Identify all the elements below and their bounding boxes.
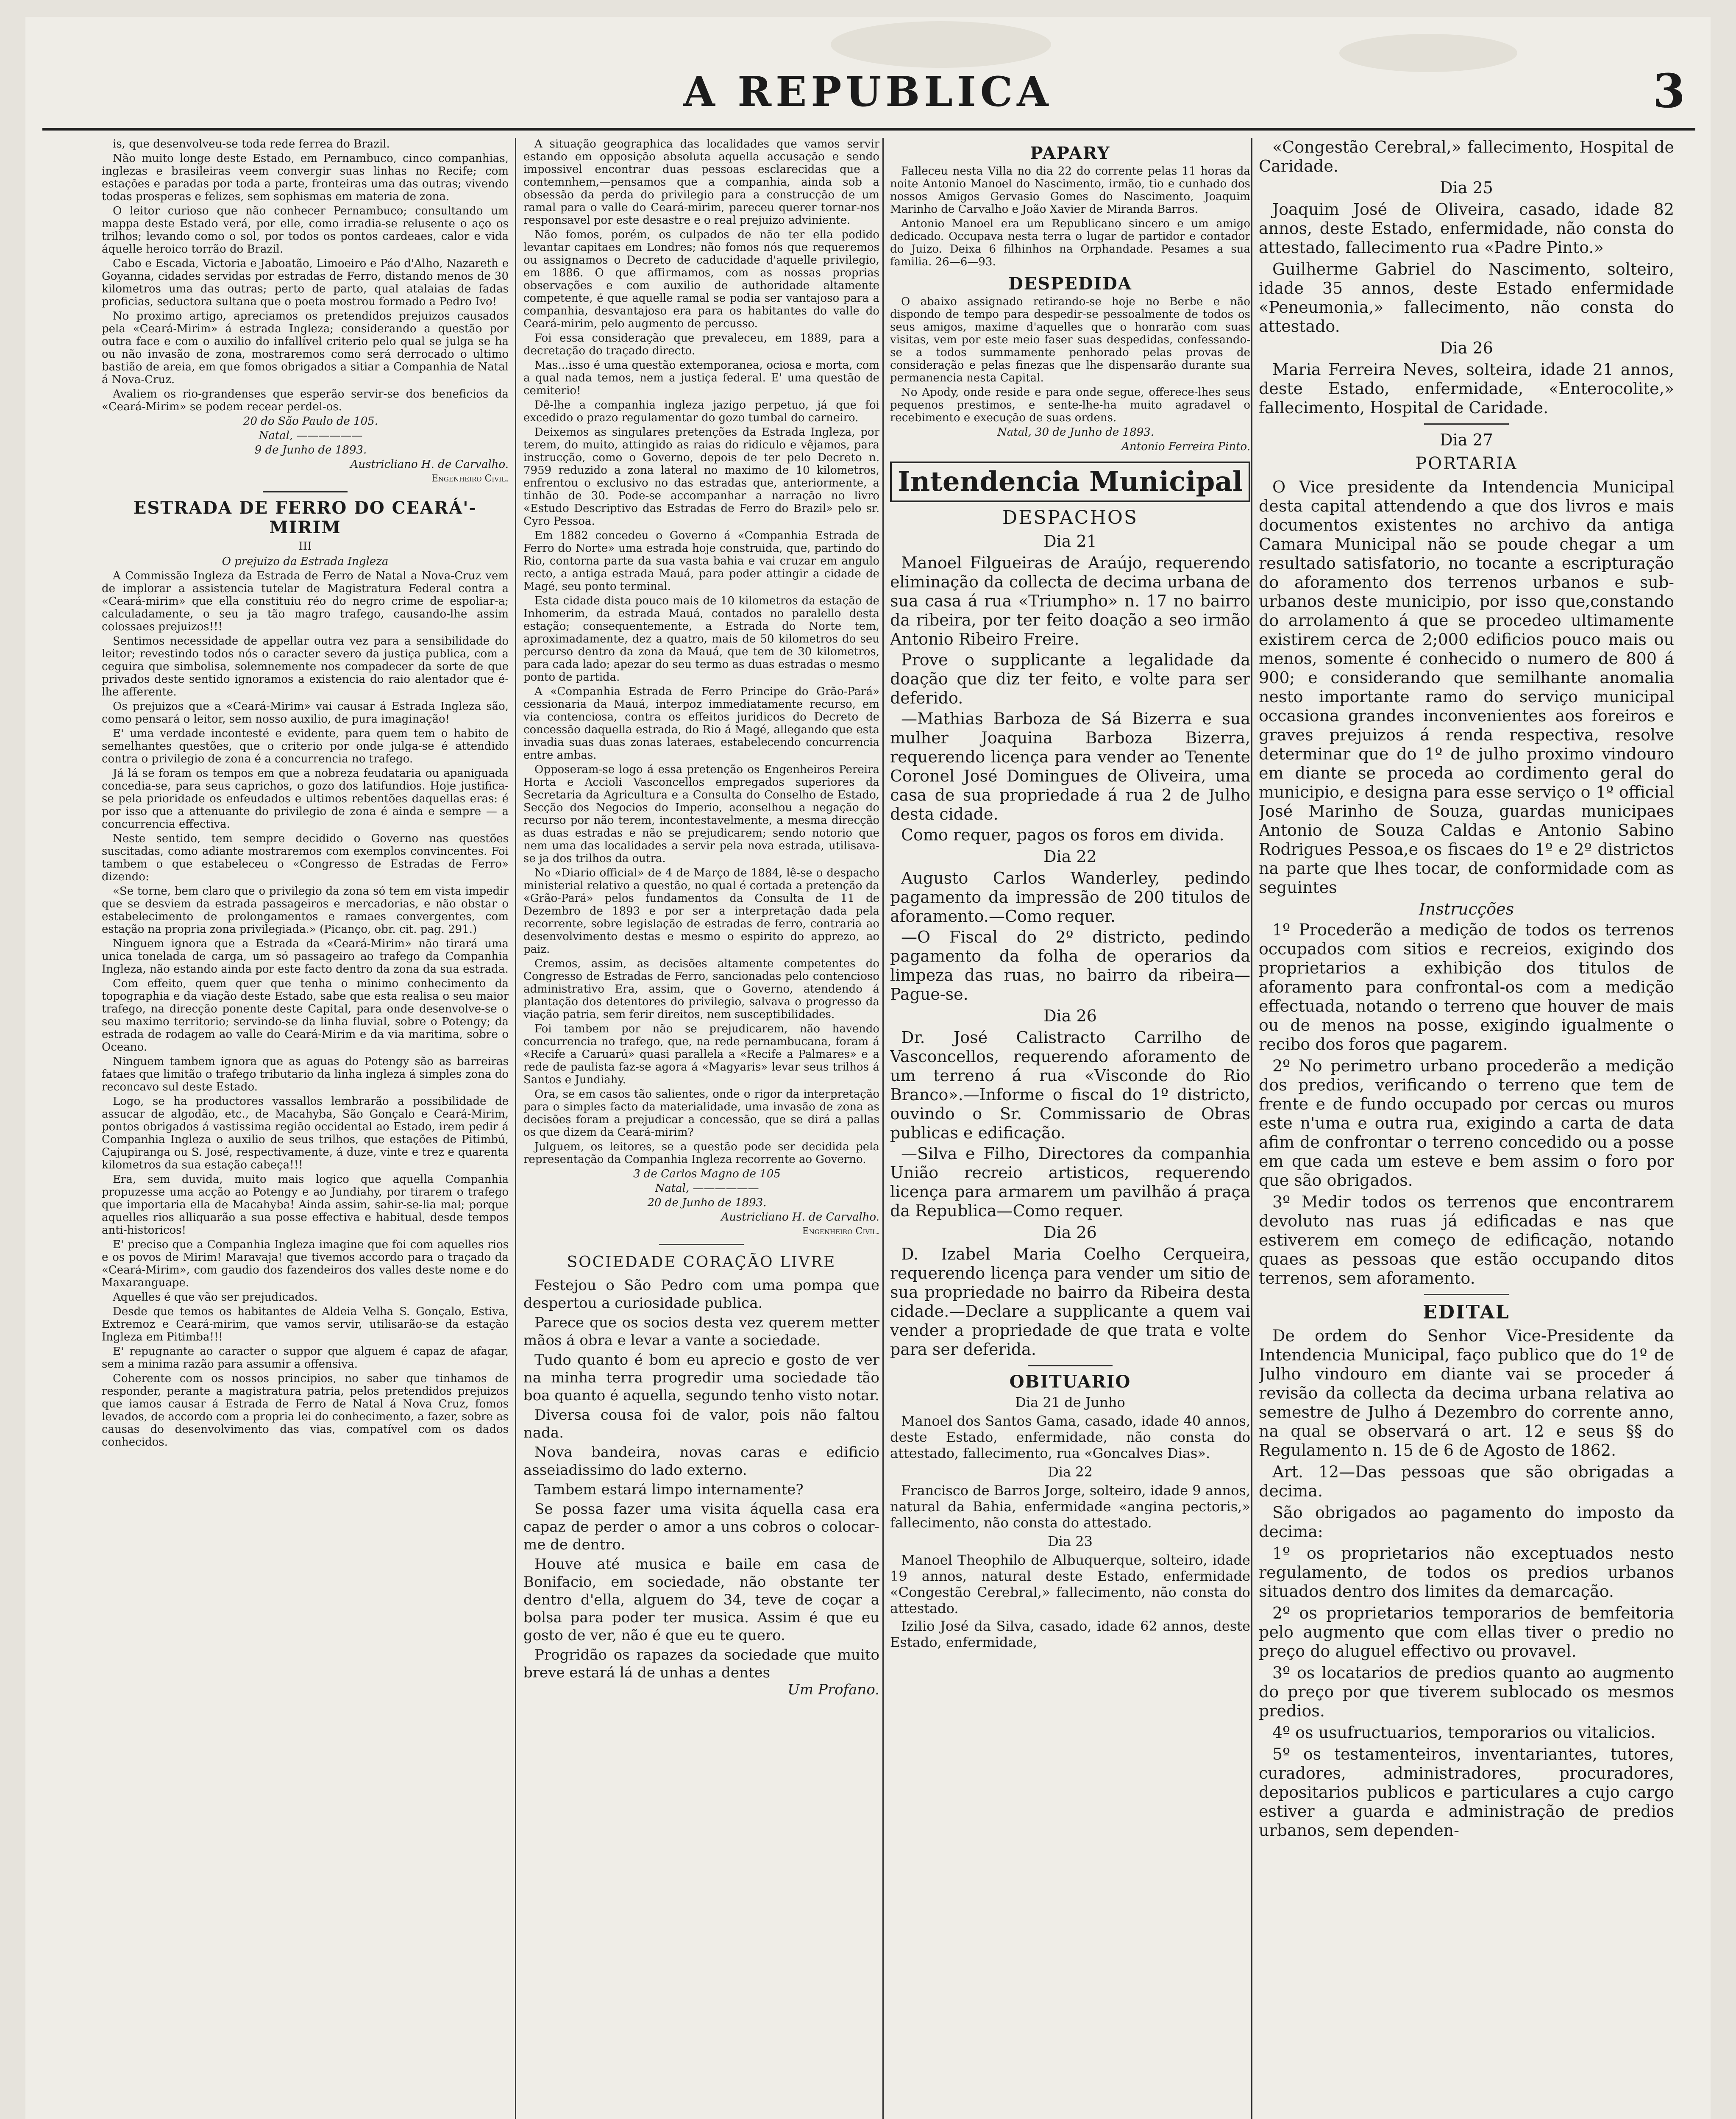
paragraph: Esta cidade dista pouco mais de 10 kilometros da estação de Inhomerim, da estrada Mauá, contados no paralello desta estação; consequentemente, a Estrada do Norte tem, aproximadamente, dez a quatro, mais de 50 kilometros do seu percurso dentro da zona da Mauá, que tem de 30 kilometros, para cada lado; apezar do seu termo as duas estradas o mesmo ponto de partida. <box>523 595 879 684</box>
paragraph: Com effeito, quem quer que tenha o minimo conhecimento da topographia e da viação deste Estado, sabe que esta realisa o seu maior trafego, na direcção ponente deste Capital, para onde desenvolve-se o seu maximo territorio; servindo-se da linha fluvial, sobre o Potengy; da estrada de rodagem ao valle do Ceará-Mirim e da via maritima, sobre o Oceano. <box>102 977 509 1054</box>
obituary-entry: Maria Ferreira Neves, solteira, idade 21 annos, deste Estado, enfermidade, «Enterocolite,» fallecimento, Hospital de Caridade. <box>1259 360 1674 417</box>
paragraph: Foi tambem por não se prejudicarem, não havendo concurrencia no trafego, que, na rede pernambucana, foram á «Recife a Caruarú» quasi parallela a «Recife a Palmares» e a rede de paulista faz-se agora á «Magyaris» levar seus trilhos á Santos e Jundiahy. <box>523 1023 879 1086</box>
despachos-day-21 <box>890 553 1250 845</box>
day-heading: Dia 21 <box>1043 532 1097 551</box>
paragraph: Tambem estará limpo internamente? <box>534 1481 804 1498</box>
place-date: 3 de Carlos Magno de 105 <box>633 1168 781 1180</box>
paragraph: Sentimos necessidade de appellar outra vez para a sensibilidade do leitor; revestindo todos nós o caracter severo da justiça publica, com a ceguira que simbolisa, solemnemente nos compadecer da sorte de que privados deste sentido ignoramos a existencia do raio alentador que é-lhe afferente. <box>102 635 509 698</box>
paragraph: Falleceu nesta Villa no dia 22 do corrente pelas 11 horas da noite Antonio Manoel do Nascimento, irmão, tio e cunhado dos nossos Amigos Gervasio Gomes do Nascimento, Joaquim Marinho de Carvalho e João Xavier de Miranda Barros. <box>890 165 1250 216</box>
paragraph: No proximo artigo, apreciamos os pretendidos prejuizos causados pela «Ceará-Mirim» á estrada Ingleza; considerando a questão por outra face e com o auxilio do infallível criterio pelo qual se julga se ha ou não invasão de zona, mostraremos como será derrocado o ultimo bastião de areia, em que fomos obrigados a sitiar a Companhia de Natal á Nova-Cruz. <box>102 310 509 386</box>
article-title: ESTRADA DE FERRO DO CEARÁ'-MIRIM <box>133 498 477 537</box>
paragraph: Progridão os rapazes da sociedade que muito breve estará lá de unhas a dentes <box>523 1646 879 1681</box>
obituary-continuation: «Congestão Cerebral,» fallecimento, Hospital de Caridade. <box>1259 138 1674 175</box>
natal-line: Natal, —————— <box>259 429 363 442</box>
paragraph: 2º os proprietarios temporarios de bemfeitoria pelo augmento que com ellas tiver o predio no preço do aluguel effectivo ou provavel. <box>1259 1604 1674 1660</box>
paragraph: Cabo e Escada, Victoria e Jaboatão, Limoeiro e Páo d'Alho, Nazareth e Goyanna, cidades servidas por estradas de Ferro, distando menos de 30 kilometros uma das outras; perto de parto, qual atalaias de fadas proficias, seductora sultana que o poeta mostrou formado a Pedro Ivo! <box>102 257 509 308</box>
paragraph: Augusto Carlos Wanderley, pedindo pagamento da impressão de 200 titulos de aforamento.—Como requer. <box>890 869 1250 926</box>
despachos-day-26 <box>890 1028 1250 1221</box>
paragraph: Festejou o São Pedro com uma pompa que despertou a curiosidade publica. <box>523 1277 879 1312</box>
edital-title: EDITAL <box>1423 1301 1510 1323</box>
obituary-entry: Izilio José da Silva, casado, idade 62 annos, deste Estado, enfermidade, <box>890 1618 1250 1650</box>
day-heading: Dia 26 <box>1043 1223 1097 1242</box>
paragraph: Ora, se em casos tão salientes, onde o rigor da interpretação para o simples facto da materialidade, uma invasão de zona as decisões foram a prejudicar a concessão, que se dirá a pallas os que dizem da Ceará-mirim? <box>523 1088 879 1139</box>
paragraph: Se possa fazer uma visita áquella casa era capaz de perder o amor a uns cobros o colocar-me de dentro. <box>523 1501 879 1553</box>
divider <box>1424 423 1509 425</box>
paragraph: Era, sem duvida, muito mais logico que aquella Companhia propuzesse uma acção ao Potengy e ao Jundiahy, por tirarem o trafego que importaria ella de Macahyba! Ainda assim, sahir-se-lia mal; porque aquelles rios alliquarão a sua posse effectiva e habitual, desde tempos anti-historicos! <box>102 1173 509 1237</box>
society-signature: Um Profano. <box>787 1681 879 1698</box>
paragraph: Tudo quanto é bom eu aprecio e gosto de ver na minha terra progredir uma sociedade tão boa quanto é aquella, segundo tenho visto notar. <box>523 1351 879 1404</box>
paragraph: O abaixo assignado retirando-se hoje no Berbe e não dispondo de tempo para despedir-se pessoalmente de todos os seus amigos, maxime d'aquelles que o honrarão com suas visitas, vem por este meio faser suas despedidas, confessando-se a todos summamente penhorado pelas provas de consideração e pelas finezas que lhe dispensarão durante sua permanencia nesta Capital. <box>890 295 1250 384</box>
paragraph: is, que desenvolveu-se toda rede ferrea do Brazil. <box>113 138 390 150</box>
paragraph: Manoel Filgueiras de Araújo, requerendo eliminação da collecta de decima urbana de sua casa á rua «Triumpho» n. 17 no bairro da ribeira, por ter feito doação a seo irmão Antonio Ribeiro Freire. <box>890 553 1250 648</box>
paragraph: O leitor curioso que não conhecer Pernambuco; consultando um mappa deste Estado verá, por elle, como irradia-se relusente o aço os trilhos; levando como o sol, por todos os pontos cardeaes, calor e vida áquelle heroico torrão do Brazil. <box>102 205 509 256</box>
divider <box>659 1244 744 1245</box>
society-title: SOCIEDADE CORAÇÃO LIVRE <box>567 1254 836 1271</box>
paragraph: De ordem do Senhor Vice-Presidente da Intendencia Municipal, faço publico que do 1º de Julho vindouro em diante vai se proceder á revisão da collecta da decima urbana relativa ao semestre de Julho á Dezembro do corrente anno, na qual se observará o art. 12 e seus §§ do Regulamento n. 15 de 6 de Agosto de 1862. <box>1259 1326 1674 1460</box>
column-3 <box>890 138 1250 2119</box>
paragraph: Mas...isso é uma questão extemporanea, ociosa e morta, com a qual nada temos, nem a justiça federal. E' uma questão de cemiterio! <box>523 359 879 397</box>
article-body <box>102 570 509 1449</box>
paragraph: No Apody, onde reside e para onde segue, offerece-lhes seus pequenos prestimos, e sente-lhe-ha muito agradavel o recebimento e execução de suas ordens. <box>890 386 1250 424</box>
intendencia-title: Intendencia Municipal <box>890 462 1250 502</box>
paragraph: 4º os usufructuarios, temporarios ou vitalicios. <box>1272 1723 1656 1742</box>
author-title: Engenheiro Civil. <box>431 473 509 484</box>
paragraph: E' repugnante ao caracter o suppor que alguem é capaz de afagar, sem a minima razão para assumir a offensiva. <box>102 1345 509 1371</box>
paragraph: Diversa cousa foi de valor, pois não faltou nada. <box>523 1407 879 1441</box>
paragraph: Prove o supplicante a legalidade da doação que diz ter feito, e volte para ser deferido. <box>890 651 1250 707</box>
edital-body <box>1259 1326 1674 1840</box>
obituary-entry: Guilherme Gabriel do Nascimento, solteiro, idade 35 annos, deste Estado enfermidade «Peneumonia,» fallecimento, não consta do attestado. <box>1259 260 1674 336</box>
date-line: 20 de Junho de 1893. <box>647 1196 767 1209</box>
column-4 <box>1259 138 1674 2119</box>
header-rule <box>42 128 1695 131</box>
article-continuation <box>102 138 509 413</box>
papary-body <box>890 165 1250 268</box>
day-heading: Dia 23 <box>1048 1533 1093 1549</box>
paragraph: E' uma verdade incontesté e evidente, para quem tem o habito de semelhantes questões, que o criterio por onde julga-se é attendido contra o privilegio de zona é a concurrencia no trafego. <box>102 727 509 765</box>
article-body <box>523 138 879 1166</box>
day-heading: Dia 26 <box>1043 1007 1097 1025</box>
instrucoes-heading: Instrucções <box>1419 900 1514 918</box>
paragraph: Não muito longe deste Estado, em Pernambuco, cinco companhias, inglezas e brasileiras veem convergir suas linhas no Recife; com estações e paradas por toda a parte, fronteiras uma das outras; vivendo todas prosperas e felizes, sem sophismas em materia de zona. <box>102 152 509 203</box>
despachos-day-26b <box>890 1245 1250 1359</box>
despedida-title: DESPEDIDA <box>1008 274 1132 294</box>
author-signature: Austricliano H. de Carvalho. <box>350 458 509 471</box>
column-2 <box>523 138 879 2119</box>
obituario-title: OBITUARIO <box>1009 1372 1131 1392</box>
natal-line: Natal, —————— <box>655 1182 759 1195</box>
society-body <box>523 1276 879 1682</box>
article-subtitle: O prejuizo da Estrada Ingleza <box>222 555 389 568</box>
day-heading: Dia 22 <box>1048 1464 1093 1480</box>
column-divider <box>1251 138 1252 2119</box>
papary-title: PAPARY <box>1030 143 1110 163</box>
paragraph: A Commissão Ingleza da Estrada de Ferro de Natal a Nova-Cruz vem de implorar a assistencia tutelar de Magistratura Federal contra a «Ceará-mirim» que ella constituiu réo do negro crime de espoliar-a; calculadamente, o seu ja tão magro trafego, causando-lhe assim colossaes prejuizos!!! <box>102 570 509 633</box>
author-title: Engenheiro Civil. <box>802 1226 879 1237</box>
day-heading: Dia 22 <box>1043 847 1097 866</box>
place-date: 20 do São Paulo de 105. <box>243 415 378 428</box>
column-divider <box>882 138 884 2119</box>
newspaper-title: A REPUBLICA <box>683 68 1053 116</box>
despedida-body <box>890 295 1250 424</box>
paragraph: Os prejuizos que a «Ceará-Mirim» vai causar á Estrada Ingleza são, como pensará o leitor, sem nosso auxilio, de pura imaginação! <box>102 700 509 726</box>
paragraph: 1º os proprietarios não exceptuados nesto regulamento, de todos os predios urbanos situados dentro dos limites da demarcação. <box>1259 1544 1674 1601</box>
paragraph: Não fomos, porém, os culpados de não ter ella podido levantar capitaes em Londres; não fomos nós que requeremos ou assignamos o Decreto de caducidade d'aquelle privilegio, em 1886. O que affirmamos, com as nossas proprias observações e com auxilio de authoridade altamente competente, é que aquelle ramal se podia ser vantajoso para a companhia, desvantajoso era para os habitantes do valle do Ceará-mirim, pelo augmento de percusso. <box>523 228 879 330</box>
paragraph: «Se torne, bem claro que o privilegio da zona só tem em vista impedir que se desviem da estrada passageiros e mercadorias, e não obstar o estabelecimento de prolongamentos e ramaes convergentes, com estação na propria zona privilegiada.» (Picanço, obr. cit. pag. 291.) <box>102 885 509 936</box>
obituary-entry: Manoel Theophilo de Albuquerque, solteiro, idade 19 annos, natural deste Estado, enfermidade «Congestão Cerebral,» fallecimento, não consta do attestado. <box>890 1552 1250 1616</box>
paragraph: —Mathias Barboza de Sá Bizerra e sua mulher Joaquina Barboza Bizerra, requerendo licença para vender ao Tenente Coronel José Domingues de Oliveira, uma casa de sua propriedade á rua 2 de Julho desta cidade. <box>890 709 1250 823</box>
paragraph: A situação geographica das localidades que vamos servir estando em opposição absoluta aquella accusação e sendo impossivel encontrar duas pessoas esclarecidas que a contemnhem,—pensamos que a companhia, ainda sob a obsessão da perda do privilegio para a construcção de um ramal para o valle do Ceará-mirim, pareceu querer tornar-nos responsavel por este desastre e o real prejuizo adviniente. <box>523 138 879 227</box>
paragraph: 3º Medir todos os terrenos que encontrarem devoluto nas ruas já edificadas e nas que estiverem em começo de edificação, notando quaes as pessoas que estão occupando ditos terrenos, sem aforamento. <box>1259 1193 1674 1288</box>
paragraph: Desde que temos os habitantes de Aldeia Velha S. Gonçalo, Estiva, Extremoz e Ceará-mirim, que vamos servir, utilisarão-se da estação Ingleza em Pitimba!!! <box>102 1305 509 1343</box>
paragraph: 3º os locatarios de predios quanto ao augmento do preço por que tiverem sublocado os mesmos predios. <box>1259 1663 1674 1720</box>
paragraph: —Silva e Filho, Directores da companhia União recreio artisticos, requerendo licença para armarem um pavilhão á praça da Republica—Como requer. <box>890 1144 1250 1220</box>
paragraph: Logo, se ha productores vassallos lembrarão a possibilidade de assucar de algodão, etc., de Macahyba, São Gonçalo e Ceará-Mirim, pontos obrigados á vastissima região occidental ao Estado, irem pedir á Companhia Ingleza o auxilio de seus trilhos, que estações de Pitimbú, Cajupiranga ou S. José, respectivamente, á duze, vinte e trez e quarenta kilometros da sua estação cabeça!!! <box>102 1095 509 1171</box>
paragraph: Já lá se foram os tempos em que a nobreza feudataria ou apaniguada concedia-se, para seus caprichos, o gozo dos latifundios. Hoje justifica-se pela prioridade os enfeudados e ultimos rebentões daquellas eras: é por isso que a attenuante do privilegio de zona é ainda e sempre — a concurrencia effectiva. <box>102 767 509 831</box>
obituary-entry: Joaquim José de Oliveira, casado, idade 82 annos, deste Estado, enfermidade, não consta do attestado, fallecimento rua «Padre Pinto.» <box>1259 200 1674 257</box>
paragraph: —O Fiscal do 2º districto, pedindo pagamento da folha de operarios da limpeza das ruas, no bairro da ribeira—Pague-se. <box>890 928 1250 1004</box>
column-divider <box>515 138 516 2119</box>
instrucoes-list <box>1259 920 1674 1288</box>
day-heading: Dia 26 <box>1440 339 1493 357</box>
day-heading: Dia 21 de Junho <box>1015 1394 1125 1410</box>
despedida-signature: Antonio Ferreira Pinto. <box>1121 440 1250 453</box>
paragraph: A «Companhia Estrada de Ferro Principe do Grão-Pará» cessionaria da Mauá, interpoz immediatamente recurso, em via contenciosa, contra os effeitos juridicos do Decreto de concessão daquella estrada, do Rio á Magé, allegando que esta invadia suas duas zonas lateraes, estabelecendo concurrencia entre ambas. <box>523 685 879 762</box>
despachos-heading: DESPACHOS <box>1002 507 1138 528</box>
day-heading: Dia 27 <box>1440 431 1493 449</box>
paragraph: D. Izabel Maria Coelho Cerqueira, requerendo licença para vender um sitio de sua propriedade no bairro da Ribeira desta cidade.—Declare a supplicante a quem vai vender a propriedade de que trata e volte para ser deferida. <box>890 1245 1250 1359</box>
paragraph: Cremos, assim, as decisões altamente competentes do Congresso de Estradas de Ferro, sancionadas pelo contencioso administrativo Era, assim, que o Governo, atendendo á plantação dos detentores do privilegio, salvava o progresso da viação patria, sem ferir direitos, nem susceptibilidades. <box>523 957 879 1021</box>
divider <box>1424 1294 1509 1295</box>
obituary-entry: Francisco de Barros Jorge, solteiro, idade 9 annos, natural da Bahia, enfermidade «angina pectoris,» fallecimento, não consta do attestado. <box>890 1482 1250 1531</box>
paragraph: Antonio Manoel era um Republicano sincero e um amigo dedicado. Occupava nesta terra o lugar de partidor e contador do Juizo. Deixa 6 filhinhos na Orphandade. Pesames a sua familia. 26—6—93. <box>890 217 1250 268</box>
despedida-date: Natal, 30 de Junho de 1893. <box>997 426 1154 439</box>
day-heading: Dia 25 <box>1440 178 1493 197</box>
paragraph: Parece que os socios desta vez querem metter mãos á obra e levar a vante a sociedade. <box>523 1314 879 1349</box>
paragraph: Coherente com os nossos principios, no saber que tinhamos de responder, perante a magistratura patria, pelos pretendidos prejuizos que iamos causar á Estrada de Ferro de Natal á Nova Cruz, fomos levados, de accordo com a propria lei do conhecimento, a fazer, sobre as causas do desenvolvimento das vias, compatível com os dados conhecidos. <box>102 1372 509 1449</box>
portaria-body: O Vice presidente da Intendencia Municipal desta capital attendendo a que dos livros e mais documentos existentes no archivo da antiga Camara Municipal não se poude chegar a um resultado satisfatorio, no tocante a escripturação do aforamento dos terrenos urbanos e sub-urbanos deste municipio, por isso que,constando do arrolamento á que se procedeo ultimamente existirem cerca de 2;000 edificios pouco mais ou menos, somente é conhecido o numero de 800 á 900; e considerando que semilhante anomalia nesto importante ramo do serviço municipal occasiona grandes inconvenientes aos foreiros e graves prejuizos á renda respectiva, resolve determinar que do 1º de julho proximo vindouro em diante se proceda ao cordimento geral do municipio, e designa para esse serviço o 1º official José Marinho de Souza, guardas municipaes Antonio de Souza Caldas e Antonio Sabino Rodrigues Pessoa,e os fiscaes do 1º e 2º districtos na parte que lhes tocar, de conformidade com as seguintes <box>1259 478 1674 897</box>
author-signature: Austricliano H. de Carvalho. <box>721 1211 879 1224</box>
paragraph: Ninguem ignora que a Estrada da «Ceará-Mirim» não tirará uma unica tonelada de carga, um só passageiro ao trafego da Companhia Ingleza, não estando ainda por este facto dentro da zona da sua estrada. <box>102 937 509 976</box>
paragraph: Avaliem os rio-grandenses que esperão servir-se dos beneficios da «Ceará-Mirim» se podem recear perdel-os. <box>102 388 509 413</box>
paragraph: Julguem, os leitores, se a questão pode ser decidida pela representação da Companhia Ingleza recorrente ao Governo. <box>523 1140 879 1166</box>
divider <box>1028 1365 1113 1366</box>
newspaper-page <box>25 17 1711 2119</box>
column-1 <box>102 138 509 2119</box>
paragraph: E' preciso que a Companhia Ingleza imagine que foi com aquelles rios e os povos de Mirim! Maravaja! que tivemos accordo para o traçado da «Ceará-Mirim», com gaudio dos fazendeiros dos valles deste nome e do Maxaranguape. <box>102 1238 509 1289</box>
masthead <box>25 17 1711 118</box>
paragraph: Dê-lhe a companhia ingleza jazigo perpetuo, já que foi excedido o prazo regulamentar do gozo tumbal do carneiro. <box>523 399 879 424</box>
date-line: 9 de Junho de 1893. <box>254 444 367 456</box>
divider <box>263 491 348 492</box>
paragraph: Em 1882 concedeu o Governo á «Companhia Estrada de Ferro do Norte» uma estrada hoje construida, que, partindo do Rio, contorna parte da sua vasta bahia e vai cruzar em angulo recto, a antiga estrada Mauá, para poder attingir a cidade de Magé, seu ponto terminal. <box>523 529 879 593</box>
paragraph: Nova bandeira, novas caras e edificio asseiadissimo do lado externo. <box>523 1444 879 1479</box>
paragraph: Dr. José Calistracto Carrilho de Vasconcellos, requerendo aforamento de um terreno á rua «Visconde do Rio Branco».—Informe o fiscal do 1º districto, ouvindo o Sr. Commissario de Obras publicas e edificação. <box>890 1028 1250 1142</box>
paragraph: Deixemos as singulares pretenções da Estrada Ingleza, por terem, do muito, attingido as raias do ridiculo e vêjamos, para instrucção, como o Governo, depois de ter pelo Decreto n. 7959 reduzido a zona lateral no maximo de 10 kilometros, enfrentou o exclusivo no das estradas que, anteriormente, a tinhão de 30. Pode-se accompanhar a narração no livro «Estudo Descriptivo das Estradas de Ferro do Brazil» pelo sr. Cyro Pessoa. <box>523 426 879 528</box>
despachos-day-22 <box>890 869 1250 1004</box>
paragraph: Foi essa consideração que prevaleceu, em 1889, para a decretação do traçado directo. <box>523 332 879 357</box>
paragraph: Aquelles é que vão ser prejudicados. <box>113 1291 318 1304</box>
paragraph: São obrigados ao pagamento do imposto da decima: <box>1259 1503 1674 1541</box>
portaria-title: PORTARIA <box>1415 454 1518 473</box>
paragraph: Opposeram-se logo á essa pretenção os Engenheiros Pereira Horta e Accioli Vasconcellos empregados superiores da Secretaria da Agricultura e a Consulta do Conselho de Estado, Secção dos Negocios do Imperio, aconselhou a negação do recurso por não terem, incontestavelmente, a mesma direcção as duas estradas e não se prejudicarem; sendo notorio que nem uma das localidades a servir pela nova estrada, utilisava-se ja dos trilhos da outra. <box>523 763 879 865</box>
paragraph: 2º No perimetro urbano procederão a medição dos predios, verificando o terreno que tem de frente e de fundo occupado por cercas ou muros este n'uma e outra rua, exigindo a carta de data afim de confrontar o terreno concedido ou a posse em que cada um esteve e bem assim o foro por que são obrigados. <box>1259 1057 1674 1190</box>
article-part: III <box>298 540 312 553</box>
obituary-entry: Manoel dos Santos Gama, casado, idade 40 annos, deste Estado, enfermidade, não consta do attestado, fallecimento, rua «Goncalves Dias». <box>890 1413 1250 1461</box>
paragraph: Neste sentido, tem sempre decidido o Governo nas questões suscitadas, como adiante mostraremos com exemplos convincentes. Foi tambem o que estabeleceu o «Congresso de Estradas de Ferro» dizendo: <box>102 832 509 883</box>
paragraph: No «Diario official» de 4 de Março de 1884, lê-se o despacho ministerial relativo a questão, no qual é cortada a pretenção da «Grão-Pará» pelos fundamentos da Consulta de 11 de Dezembro de 1893 e por ser a interpretação dada pela recorrente, sobre legislação de estradas de ferro, contraria ao desenvolvimento destas e mesmo o espirito do apprezo, ao paiz. <box>523 867 879 956</box>
paragraph: Houve até musica e baile em casa de Bonifacio, em sociedade, não obstante ter dentro d'ella, alguem do 34, teve de coçar a bolsa para poder ter musica. Assim é que eu gosto de ver, não é que eu te quero. <box>523 1556 879 1644</box>
paragraph: 1º Procederão a medição de todos os terrenos occupados com sitios e recreios, exigindo dos proprietarios a exhibição dos titulos de aforamento para confrontal-os com a medição effectuada, notando o terreno que houver de mais ou de menos na posse, exigindo igualmente o recibo dos foros que pagarem. <box>1259 920 1674 1054</box>
paragraph: Art. 12—Das pessoas que são obrigadas a decima. <box>1259 1463 1674 1500</box>
paragraph: Ninguem tambem ignora que as aguas do Potengy são as barreiras fataes que limitão o trafego tributario da linha ingleza á simples zona do reconcavo sul deste Estado. <box>102 1055 509 1093</box>
paragraph: 5º os testamenteiros, inventariantes, tutores, curadores, administradores, procuradores, depositarios publicos e particulares a cujo cargo estiver a guarda e administração de predios urbanos, sem dependen- <box>1259 1745 1674 1840</box>
page-number: 3 <box>1653 64 1685 118</box>
paragraph: Como requer, pagos os foros em divida. <box>901 826 1224 844</box>
